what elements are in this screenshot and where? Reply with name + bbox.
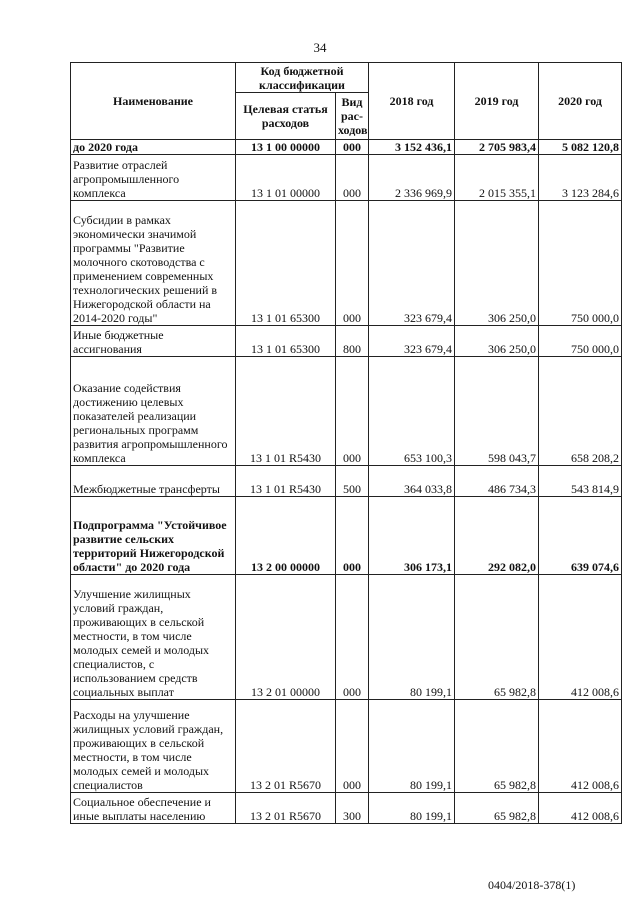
row-2020: 750 000,0 [539,326,622,357]
budget-table [70,62,622,824]
row-kind: 000 [336,575,369,700]
row-target: 13 1 00 00000 [236,140,336,155]
row-kind: 000 [336,155,369,201]
row-2020: 750 000,0 [539,201,622,326]
row-2019: 306 250,0 [455,201,539,326]
header-expense-kind: Вид рас-ходов [336,93,369,140]
table-row [71,466,622,497]
header-target-article: Целевая статья расходов [236,93,336,140]
row-2018: 3 152 436,1 [369,140,455,155]
row-2019: 65 982,8 [455,700,539,793]
row-kind: 800 [336,326,369,357]
row-target: 13 1 01 00000 [236,155,336,201]
row-target: 13 2 01 R5670 [236,700,336,793]
row-2018: 80 199,1 [369,793,455,824]
row-kind: 500 [336,466,369,497]
row-name: Субсидии в рамках экономически значимой программы "Развитие молочного скотоводства с применением современных технологических решений в Нижегородской области на 2014-2020 годы" [71,201,236,326]
row-kind: 000 [336,497,369,575]
row-target: 13 1 01 R5430 [236,357,336,466]
table-row [71,155,622,201]
table-row [71,326,622,357]
table-row [71,700,622,793]
row-target: 13 2 01 R5670 [236,793,336,824]
header-2019: 2019 год [455,63,539,140]
header-2018: 2018 год [369,63,455,140]
row-2018: 323 679,4 [369,201,455,326]
table-row [71,497,622,575]
row-name: Расходы на улучшение жилищных условий граждан, проживающих в сельской местности, в том числе молодых семей и молодых специалистов [71,700,236,793]
row-2020: 5 082 120,8 [539,140,622,155]
row-name: Социальное обеспечение и иные выплаты населению [71,793,236,824]
table-row [71,793,622,824]
row-target: 13 1 01 R5430 [236,466,336,497]
row-2018: 2 336 969,9 [369,155,455,201]
row-2020: 543 814,9 [539,466,622,497]
row-name: Развитие отраслей агропромышленного комплекса [71,155,236,201]
row-2019: 2 705 983,4 [455,140,539,155]
row-kind: 300 [336,793,369,824]
row-name: Подпрограмма "Устойчивое развитие сельских территорий Нижегородской области" до 2020 года [71,497,236,575]
row-2020: 412 008,6 [539,793,622,824]
row-2018: 80 199,1 [369,700,455,793]
row-target: 13 1 01 65300 [236,201,336,326]
row-2020: 412 008,6 [539,700,622,793]
row-kind: 000 [336,140,369,155]
row-2019: 292 082,0 [455,497,539,575]
row-name: Иные бюджетные ассигнования [71,326,236,357]
row-2019: 598 043,7 [455,357,539,466]
row-kind: 000 [336,700,369,793]
header-code-group: Код бюджетной классификации [236,63,369,93]
row-2018: 306 173,1 [369,497,455,575]
row-2019: 2 015 355,1 [455,155,539,201]
row-2018: 364 033,8 [369,466,455,497]
row-2019: 65 982,8 [455,793,539,824]
row-2019: 486 734,3 [455,466,539,497]
row-2020: 658 208,2 [539,357,622,466]
row-name: Оказание содействия достижению целевых показателей реализации региональных программ развития агропромышленного комплекса [71,357,236,466]
table-row [71,357,622,466]
row-kind: 000 [336,357,369,466]
row-target: 13 2 01 00000 [236,575,336,700]
row-2020: 3 123 284,6 [539,155,622,201]
table-row [71,201,622,326]
row-target: 13 2 00 00000 [236,497,336,575]
header-name: Наименование [71,63,236,140]
header-2020: 2020 год [539,63,622,140]
row-target: 13 1 01 65300 [236,326,336,357]
row-2018: 80 199,1 [369,575,455,700]
row-2020: 639 074,6 [539,497,622,575]
page-number: 34 [313,40,327,55]
row-2019: 306 250,0 [455,326,539,357]
row-kind: 000 [336,201,369,326]
row-name: Межбюджетные трансферты [71,466,236,497]
row-2019: 65 982,8 [455,575,539,700]
row-name: до 2020 года [71,140,236,155]
row-2020: 412 008,6 [539,575,622,700]
row-2018: 653 100,3 [369,357,455,466]
row-2018: 323 679,4 [369,326,455,357]
table-row [71,575,622,700]
table-row [71,140,622,155]
document-code: 0404/2018-378(1) [488,878,576,892]
row-name: Улучшение жилищных условий граждан, проживающих в сельской местности, в том числе молодых семей и молодых специалистов, с использованием средств социальных выплат [71,575,236,700]
